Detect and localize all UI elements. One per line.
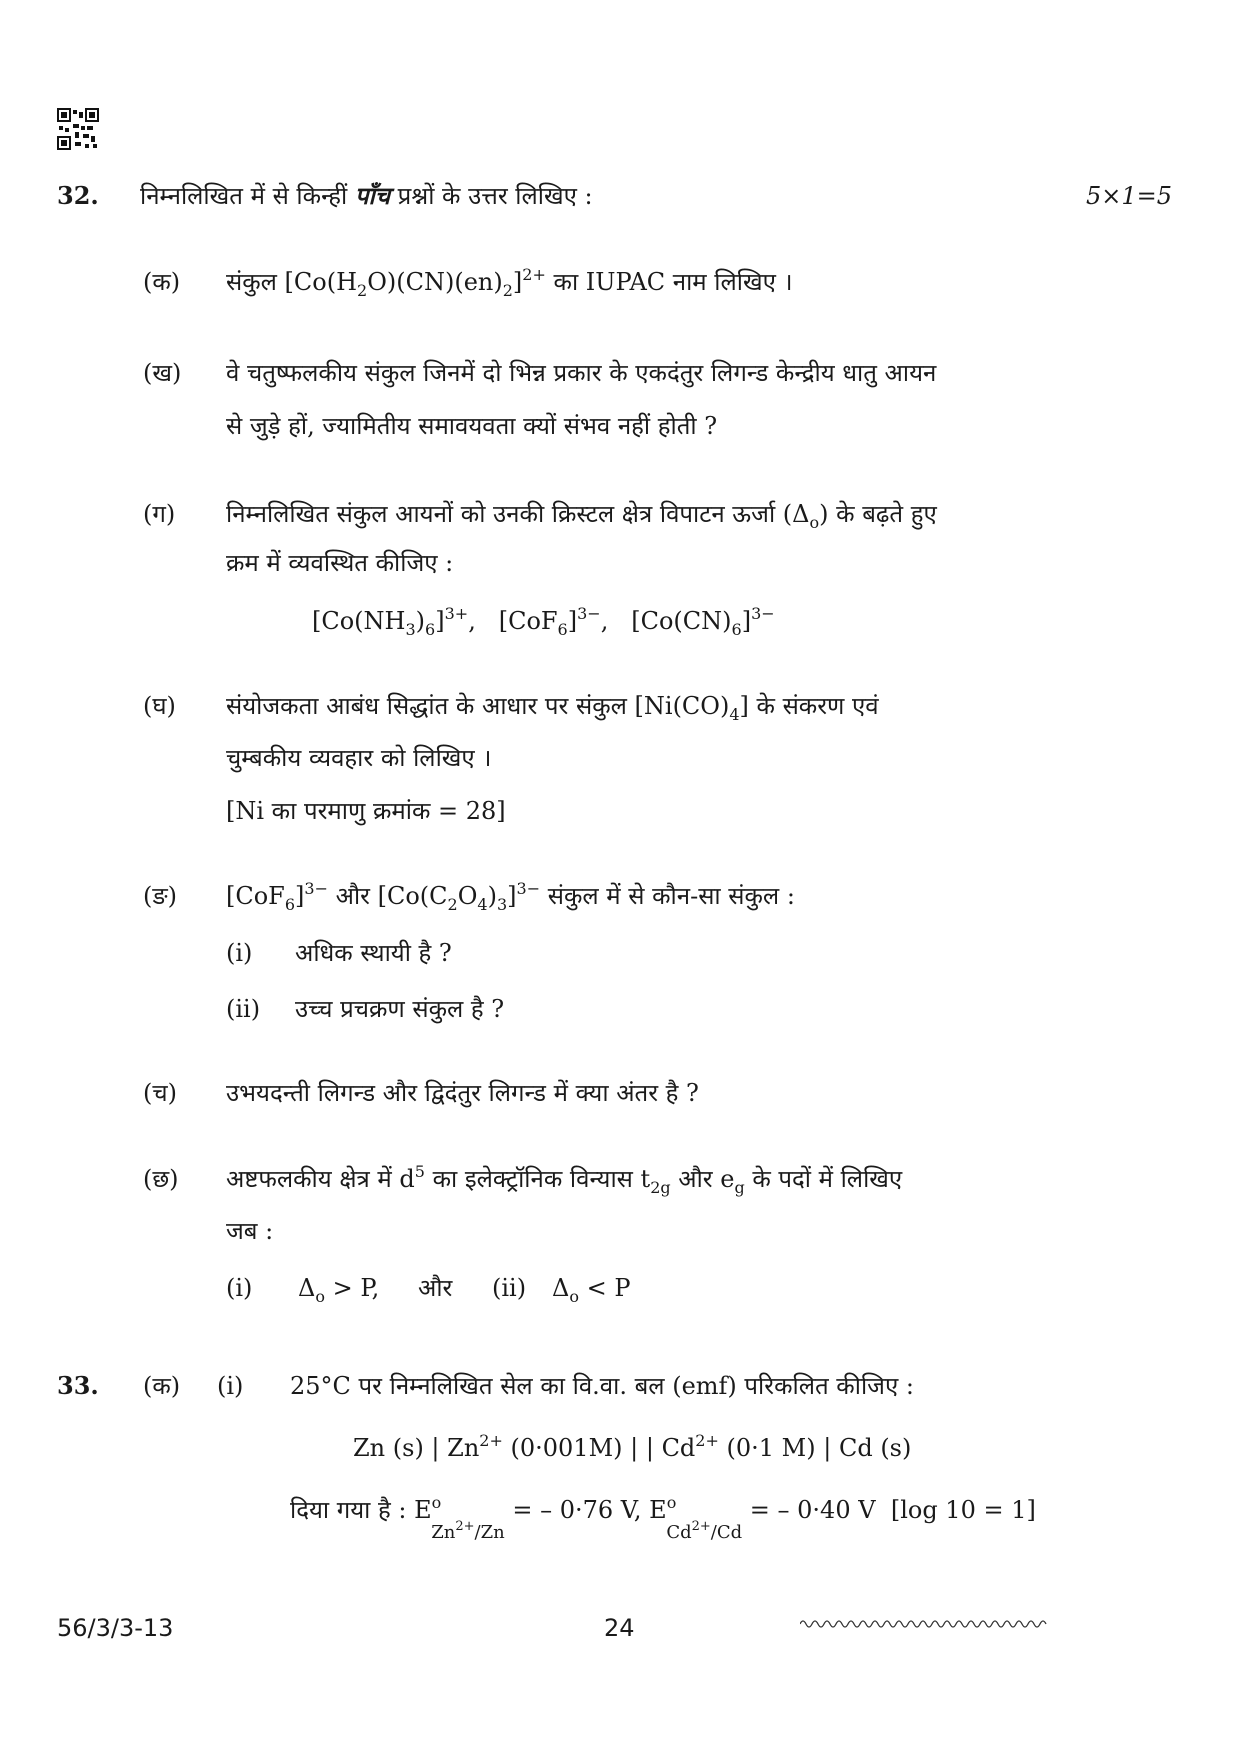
item-d-line1: संयोजकता आबंध सिद्धांत के आधार पर संकुल $[Ni(CO)_4]$ के संकरण एवं <box>226 692 879 724</box>
sub-label: (i) <box>217 1372 244 1400</box>
item-c-ions: $[Co(NH_3)_6]^{3+}$, $[CoF_6]^{3-}$, $[Co(CN)_6]^{3-}$ <box>312 604 775 639</box>
sub-item-text: अधिक स्थायी है ? <box>295 939 452 967</box>
item-e-text: $[CoF_6]^{3-}$ और $[Co(C_2O_4)_3]^{3-}$ संकुल में से कौन-सा संकुल : <box>226 879 795 914</box>
item-f-text: उभयदन्ती लिगन्ड और द्विदंतुर लिगन्ड में क्या अंतर है ? <box>226 1079 699 1107</box>
sub-item-label: (i) <box>226 939 253 967</box>
page-number: 24 <box>604 1614 635 1642</box>
item-c-line2: क्रम में व्यवस्थित कीजिए : <box>226 549 454 577</box>
sub-item-text: उच्च प्रचक्रण संकुल है ? <box>295 995 505 1023</box>
wavy-line <box>800 1614 1050 1634</box>
item-label: (घ) <box>143 692 176 720</box>
question-number: 33. <box>57 1371 99 1400</box>
given-data: दिया गया है : $E^oZn^{2+}/Zn$ = – 0·76 V, $E^oCd^{2+}/Cd$ = – 0·40 V [log 10 = 1] <box>290 1493 1036 1543</box>
item-label: (च) <box>143 1079 177 1107</box>
cell-notation: Zn (s) | $Zn^{2+}$ (0·001M) | | $Cd^{2+}$ (0·1 M) | Cd (s) <box>353 1431 912 1462</box>
option-label: (i) <box>226 1274 253 1302</box>
part-label: (क) <box>143 1372 181 1400</box>
item-label: (ख) <box>143 359 182 387</box>
item-label: (क) <box>143 268 181 296</box>
item-d-line3: [Ni का परमाणु क्रमांक = 28] <box>226 797 506 825</box>
question-instruction: निम्नलिखित में से किन्हीं पाँच प्रश्नों के उत्तर लिखिए : <box>140 181 593 210</box>
item-b-line1: वे चतुष्फलकीय संकुल जिनमें दो भिन्न प्रकार के एकदंतुर लिगन्ड केन्द्रीय धातु आयन <box>226 359 937 387</box>
option-label: (ii) <box>492 1274 527 1302</box>
item-g-line2: जब : <box>226 1217 274 1245</box>
item-b-line2: से जुड़े हों, ज्यामितीय समावयवता क्यों संभव नहीं होती ? <box>226 412 718 440</box>
conjunction: और <box>418 1274 453 1302</box>
item-d-line2: चुम्बकीय व्यवहार को लिखिए । <box>226 744 492 772</box>
question-number: 32. <box>57 181 99 210</box>
item-c-line1: निम्नलिखित संकुल आयनों को उनकी क्रिस्टल क्षेत्र विपाटन ऊर्जा $(\Delta_o)$ के बढ़ते हुए <box>226 500 937 532</box>
option-ii: $\Delta_o < P$ <box>552 1274 631 1306</box>
item-a-text: संकुल $[Co(H_2O)(CN)(en)_2]^{2+}$ का IUPAC नाम लिखिए । <box>226 265 793 300</box>
item-label: (छ) <box>143 1165 179 1193</box>
item-label: (ग) <box>143 500 176 528</box>
paper-code: 56/3/3-13 <box>57 1614 174 1642</box>
sub-item-label: (ii) <box>226 995 261 1023</box>
marks: 5×1=5 <box>1086 182 1173 210</box>
item-g-line1: अष्टफलकीय क्षेत्र में $d^5$ का इलेक्ट्रॉनिक विन्यास $t_{2g}$ और $e_g$ के पदों में लिखिए <box>226 1162 903 1197</box>
option-i: $\Delta_o > P$, <box>298 1274 380 1306</box>
qr-code <box>57 108 99 150</box>
q33-line1: 25°C पर निम्नलिखित सेल का वि.वा. बल (emf) परिकलित कीजिए : <box>290 1372 914 1400</box>
item-label: (ङ) <box>143 882 178 910</box>
